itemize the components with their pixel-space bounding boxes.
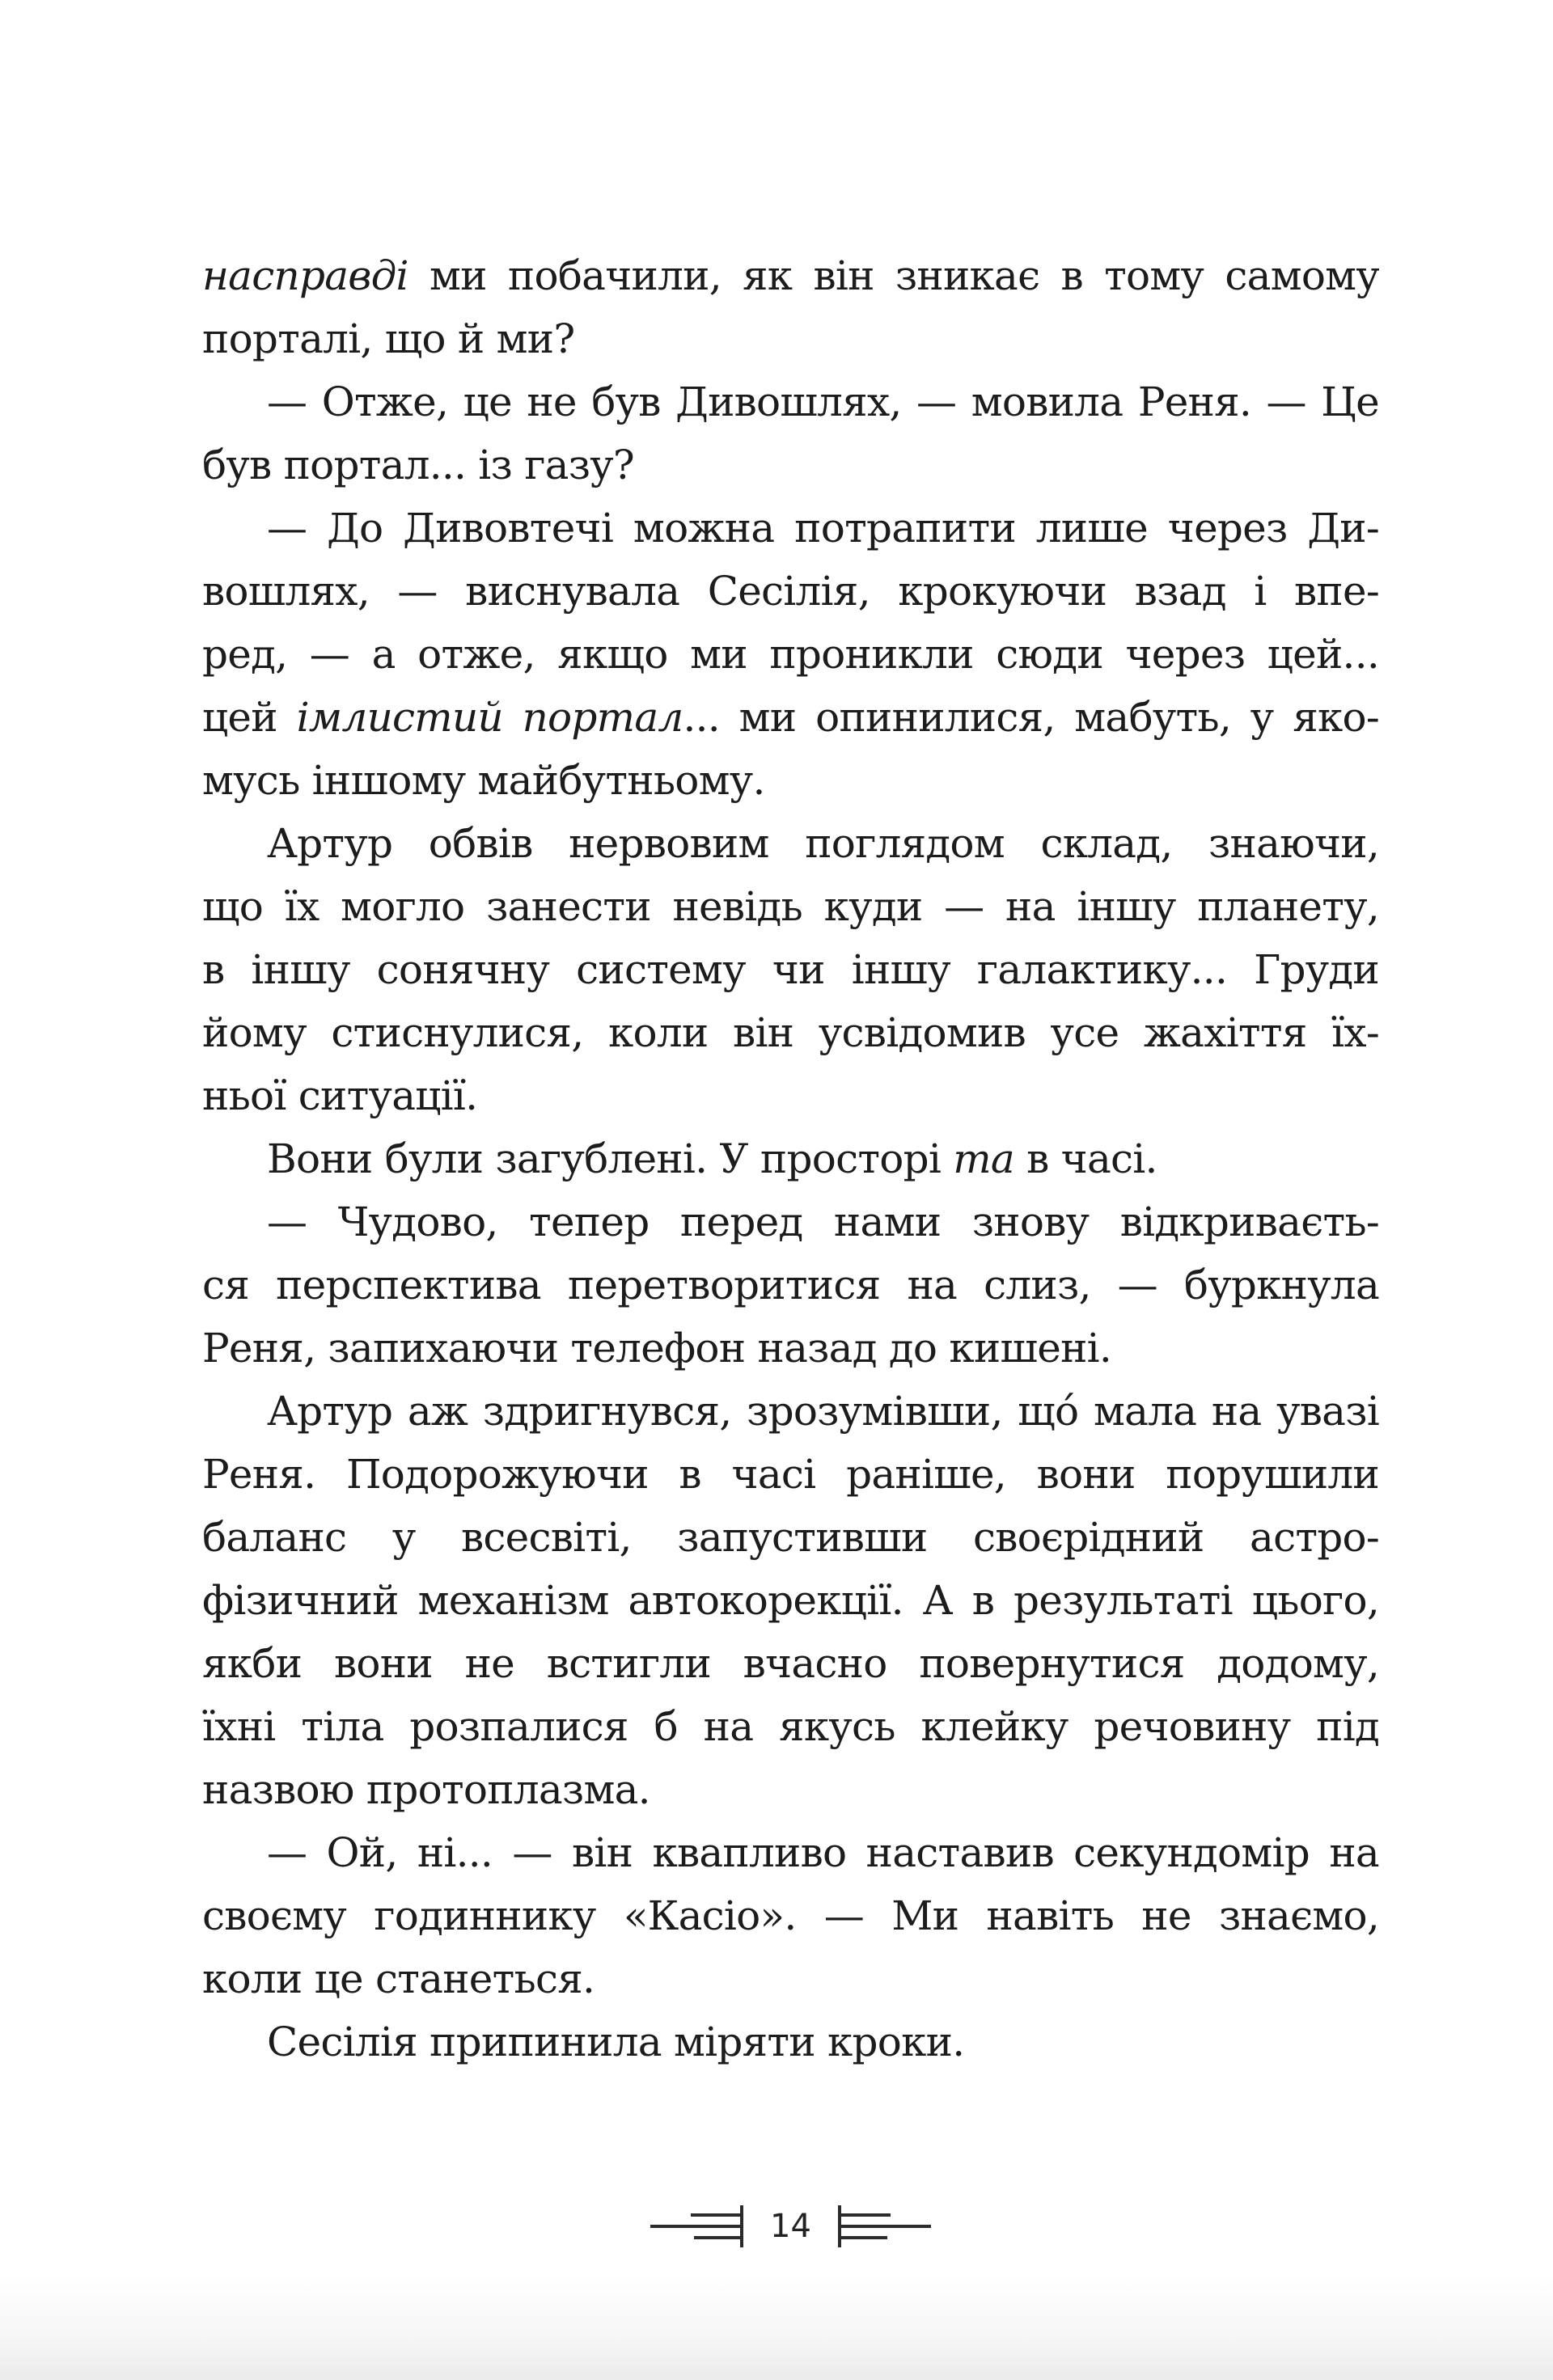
- page-footer: [202, 2205, 1379, 2248]
- text-line: — Ой, ні... — він квапливо наставив секундомір на: [267, 1829, 1379, 1876]
- text-line: Артур аж здригнувся, зрозумівши, що́ мала на увазі: [267, 1388, 1379, 1435]
- page-bottom-shade: [0, 2275, 1553, 2380]
- text-line: Реня. Подорожуючи в часі раніше, вони порушили: [202, 1451, 1379, 1498]
- text-line: Сесілія припинила міряти кроки.: [267, 2019, 965, 2065]
- text-line: баланс у всесвіті, запустивши своєрідний астро-: [202, 1514, 1379, 1561]
- text-line: Артур обвів нервовим поглядом склад, знаючи,: [267, 820, 1379, 867]
- text-line: коли це станеться.: [202, 1955, 595, 2002]
- page-number: 14: [770, 2208, 811, 2245]
- text-line: назвою протоплазма.: [202, 1766, 650, 1813]
- text-line: що їх могло занести невідь куди — на іншу планету,: [202, 883, 1379, 930]
- text-line: ся перспектива перетворитися на слиз, — буркнула: [202, 1262, 1379, 1308]
- text-line: своєму годиннику «Касіо». — Ми навіть не знаємо,: [202, 1892, 1379, 1939]
- text-line: цей імлистий портал... ми опинилися, мабуть, у яко-: [202, 694, 1379, 741]
- text-line: був портал... із газу?: [202, 442, 634, 488]
- ornament-right-icon: [837, 2205, 933, 2248]
- ornament-left-icon: [649, 2205, 744, 2248]
- text-line: фізичний механізм автокорекції. А в результаті цього,: [202, 1577, 1379, 1624]
- text-line: йому стиснулися, коли він усвідомив усе жахіття їх-: [202, 1009, 1379, 1056]
- text-line: насправді ми побачили, як він зникає в тому самому: [202, 252, 1379, 299]
- text-line: в іншу сонячну систему чи іншу галактику... Груди: [202, 946, 1379, 993]
- text-line: їхні тіла розпалися б на якусь клейку речовину під: [202, 1703, 1379, 1750]
- text-block: [202, 244, 1379, 2074]
- text-line: Вони були загублені. У просторі та в часі.: [267, 1135, 1157, 1182]
- text-line: — Чудово, тепер перед нами знову відкриваєть-: [267, 1198, 1379, 1245]
- text-line: якби вони не встигли вчасно повернутися додому,: [202, 1640, 1379, 1687]
- text-line: вошлях, — виснувала Сесілія, крокуючи взад і впе-: [202, 568, 1379, 615]
- text-line: мусь іншому майбутньому.: [202, 757, 765, 804]
- text-line: порталі, що й ми?: [202, 315, 575, 362]
- text-line: — До Дивовтечі можна потрапити лише через Ди-: [267, 505, 1379, 552]
- text-line: ред, — а отже, якщо ми проникли сюди через цей...: [202, 631, 1379, 678]
- text-line: — Отже, це не був Дивошлях, — мовила Реня. — Це: [267, 378, 1379, 425]
- text-line: Реня, запихаючи телефон назад до кишені.: [202, 1325, 1112, 1372]
- text-line: ньої ситуації.: [202, 1072, 478, 1119]
